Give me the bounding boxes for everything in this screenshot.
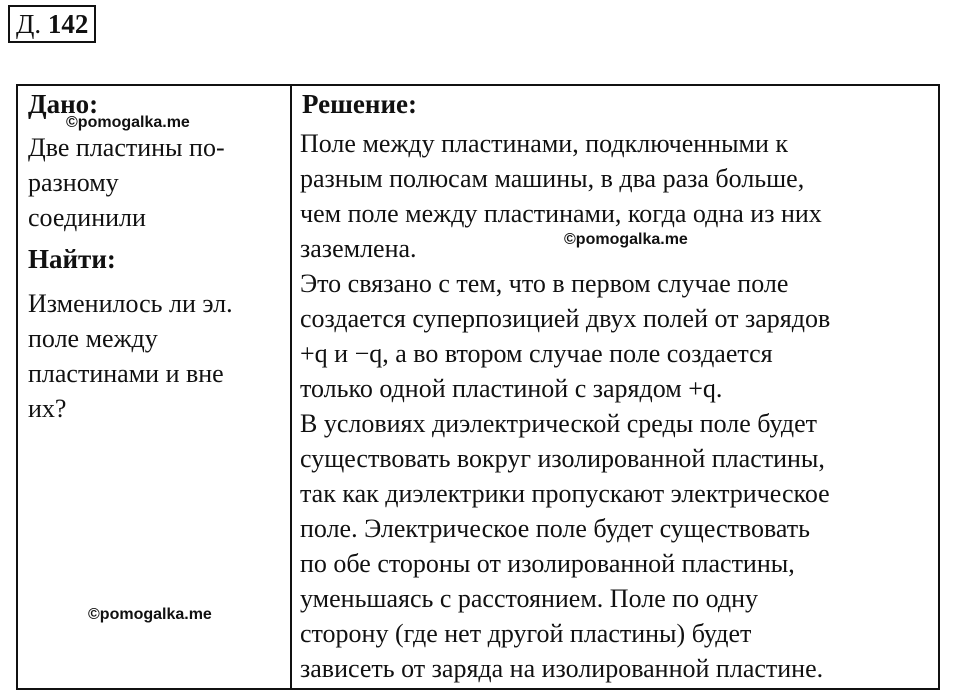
solution-line: зависеть от заряда на изолированной пластине. — [300, 654, 824, 683]
solution-heading: Решение: — [302, 89, 417, 119]
given-line: разному — [28, 168, 119, 197]
problem-number — [8, 5, 96, 43]
problem-number-value: 142 — [47, 9, 89, 39]
find-line: поле между — [28, 324, 158, 353]
given-text — [28, 130, 225, 235]
solution-line: В условиях диэлектрической среды поле будет — [300, 409, 818, 438]
solution-line: только одной пластиной с зарядом +q. — [300, 374, 723, 403]
solution-table — [16, 84, 940, 690]
solution-line: существовать вокруг изолированной пластины, — [300, 444, 825, 473]
solution-line: уменьшаясь с расстоянием. Поле по одну — [300, 584, 759, 613]
find-line: пластинами и вне — [28, 359, 224, 388]
solution-line: чем поле между пластинами, когда одна из них — [300, 199, 822, 228]
find-text — [28, 286, 233, 426]
solution-line: разным полюсам машины, в два раза больше, — [300, 164, 805, 193]
solution-line: заземлена. — [300, 234, 417, 263]
given-line: Две пластины по- — [28, 133, 225, 162]
given-line: соединили — [28, 203, 146, 232]
given-heading: Дано: — [28, 89, 99, 119]
find-line: их? — [28, 394, 67, 423]
watermark-middle: ©pomogalka.me — [564, 231, 688, 248]
solution-line: так как диэлектрики пропускают электрическое — [300, 479, 830, 508]
solution-line: по обе стороны от изолированной пластины, — [300, 549, 795, 578]
problem-prefix: Д. — [16, 9, 42, 39]
watermark-bottom-left: ©pomogalka.me — [88, 606, 212, 623]
solution-line: +q и −q, а во втором случае поле создается — [300, 339, 773, 368]
solution-line: Это связано с тем, что в первом случае поле — [300, 269, 789, 298]
solution-line: Поле между пластинами, подключенными к — [300, 129, 789, 158]
solution-line: сторону (где нет другой пластины) будет — [300, 619, 752, 648]
find-heading: Найти: — [28, 244, 116, 274]
solution-line: поле. Электрическое поле будет существовать — [300, 514, 811, 543]
find-line: Изменилось ли эл. — [28, 289, 233, 318]
watermark-top-left: ©pomogalka.me — [66, 114, 190, 131]
column-divider — [290, 86, 292, 688]
solution-text — [300, 126, 830, 686]
solution-line: создается суперпозицией двух полей от зарядов — [300, 304, 831, 333]
